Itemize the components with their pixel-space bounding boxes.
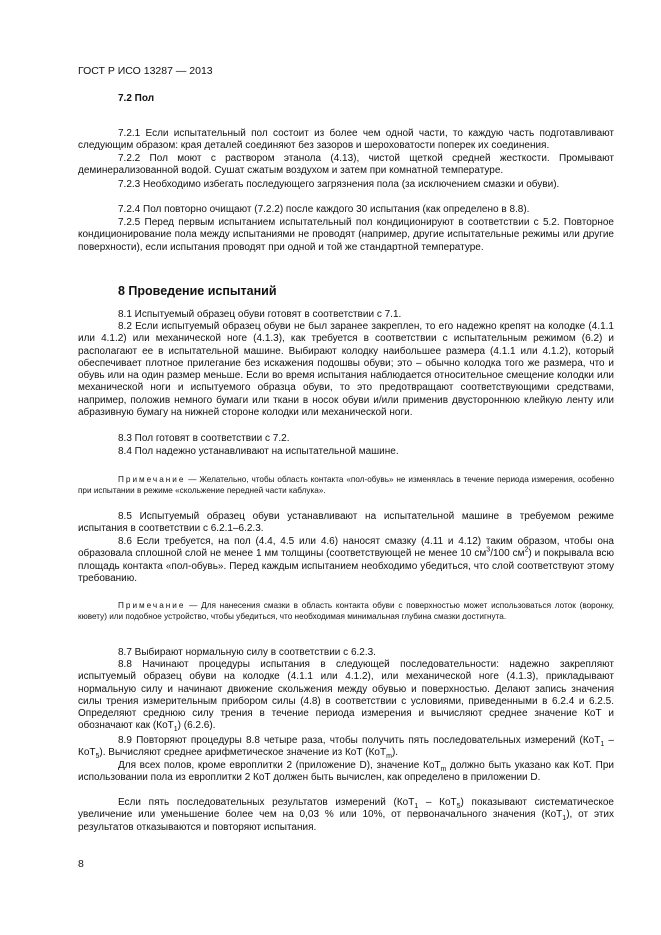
paragraph-7-2-4: 7.2.4 Пол повторно очищают (7.2.2) после каждого 30 испытания (как определено в 8.8). (118, 204, 530, 215)
note-1 (78, 474, 614, 496)
document-header: ГОСТ Р ИСО 13287 — 2013 (78, 65, 213, 77)
paragraph-8-5: 8.5 Испытуемый образец обуви устанавливают на испытательной машине в требуемом режиме испытания в соответствии с 6.2.1–6.2.3. (78, 511, 614, 535)
paragraph-7-2-2: 7.2.2 Пол моют с раствором этанола (4.13), чистой щеткой средней жесткости. Промывают деминерализованной водой. Сушат сжатым воздухом и затем при комнатной температуре. (78, 153, 614, 177)
paragraph-8-1: 8.1 Испытуемый образец обуви готовят в соответствии с 7.1. (118, 309, 402, 320)
note-2-label: Примечание (118, 601, 186, 610)
paragraph-8-4: 8.4 Пол надежно устанавливают на испытательной машине. (118, 446, 399, 457)
note-1-label: Примечание (118, 475, 186, 484)
section-8-title: 8 Проведение испытаний (118, 284, 277, 298)
note-2-text: — Для нанесения смазки в область контакта обуви с поверхностью может использоваться лоток (воронку, кювету) или подобное устройство, чтобы убедиться, что необходимая минимальная глубина смазки достигнута. (78, 601, 614, 622)
paragraph-8-9-continued: Для всех полов, кроме европлитки 2 (приложение D), значение КоТ$_m$ должно быть указано как КоТ. При использовании пола из европлитки 2 КоТ должен быть вычислен, как определено в приложении D. (78, 760, 614, 784)
page-number: 8 (78, 858, 84, 870)
paragraph-7-2-3: 7.2.3 Необходимо избегать последующего загрязнения пола (за исключением смазки и обуви). (118, 179, 560, 190)
note-2 (78, 600, 614, 622)
paragraph-7-2-1: 7.2.1 Если испытательный пол состоит из более чем одной части, то каждую часть подготавливают следующим образом: края деталей соединяют без зазоров и шероховатости поперек их соединения. (78, 128, 614, 152)
paragraph-8-8: 8.8 Начинают процедуры испытания в следующей последовательности: надежно закрепляют испытуемый образец обуви на колодке (4.1.1 или 4.1.2), или механической ноге (4.1.3), прикладывают нормальную силу и начинают движение скольжения между обувью и поверхностью. Делают запись значения силы трения измерительным прибором силы (4.8) в соответствии с условиями, приведенными в 6.2.4 и 6.2.5. Определяют среднюю силу трения в течение периода измерения и вычисляют среднее значение КоТ и обозначают как (КоТ$_1$) (6.2.6). (78, 659, 614, 734)
paragraph-7-2-5: 7.2.5 Перед первым испытанием испытательный пол кондиционируют в соответствии с 5.2. Повторное кондиционирование пола между испытаниями не проводят (например, другие испытательные режимы или другие поверхности), если испытания проводят при одной и той же стандартной температуре. (78, 217, 614, 253)
paragraph-8-3: 8.3 Пол готовят в соответствии с 7.2. (118, 433, 290, 444)
paragraph-8-7: 8.7 Выбирают нормальную силу в соответствии с 6.2.3. (118, 647, 376, 658)
paragraph-8-2: 8.2 Если испытуемый образец обуви не был заранее закреплен, то его надежно крепят на колодке (4.1.1 или 4.1.2) или механической ноге (4.1.3), как требуется в соответствии с испытательным режимом (6.2) и располагают ее в испытательной машине. Выбирают колодку наибольшее размера (4.1.1 или 4.1.2), который обеспечивает плотное прилегание без искажения подошвы обуви; это – обычно колодка того же размера, что и обувь или на один размер меньше. Если во время испытания наблюдается относительное смещение колодки или механической ноги и испытуемого образца обуви, то это предотвращают соответствующими средствами, например, положив немного бумаги или ткани в носок обуви и/или применив двустороннюю клейкую ленту или абразивную бумагу на нижней стороне колодки или механической ноги. (78, 321, 614, 419)
paragraph-8-6: 8.6 Если требуется, на пол (4.4, 4.5 или 4.6) наносят смазку (4.11 и 4.12) таким образом, чтобы она образовала сплошной слой не менее 1 мм толщины (соответствующей не менее 10 $см^3/100$ $см^2$) и покрывала всю площадь контакта «пол-обувь». Перед каждым испытанием необходимо убедиться, что слой соответствуют этому требованию. (78, 536, 614, 584)
paragraph-8-9-final: Если пять последовательных результатов измерений (КоТ$_1$ – КоТ$_5$) показывают систематическое увеличение или уменьшение более чем на 0,03 % или 10%, от первоначального значения (КоТ$_1$), от этих результатов отказываются и повторяют испытания. (78, 797, 615, 833)
section-7-2-title: 7.2 Пол (118, 93, 155, 104)
note-1-text: — Желательно, чтобы область контакта «пол-обувь» не изменялась в течение периода измерения, особенно при испытании в режиме «скольжение передней части каблука». (78, 475, 614, 496)
paragraph-8-9: 8.9 Повторяют процедуры 8.8 четыре раза, чтобы получить пять последовательных измерений (КоТ$_1$ – КоТ$_5$). Вычисляют среднее арифметическое значение из КоТ (КоТ$_m$). (78, 735, 614, 761)
